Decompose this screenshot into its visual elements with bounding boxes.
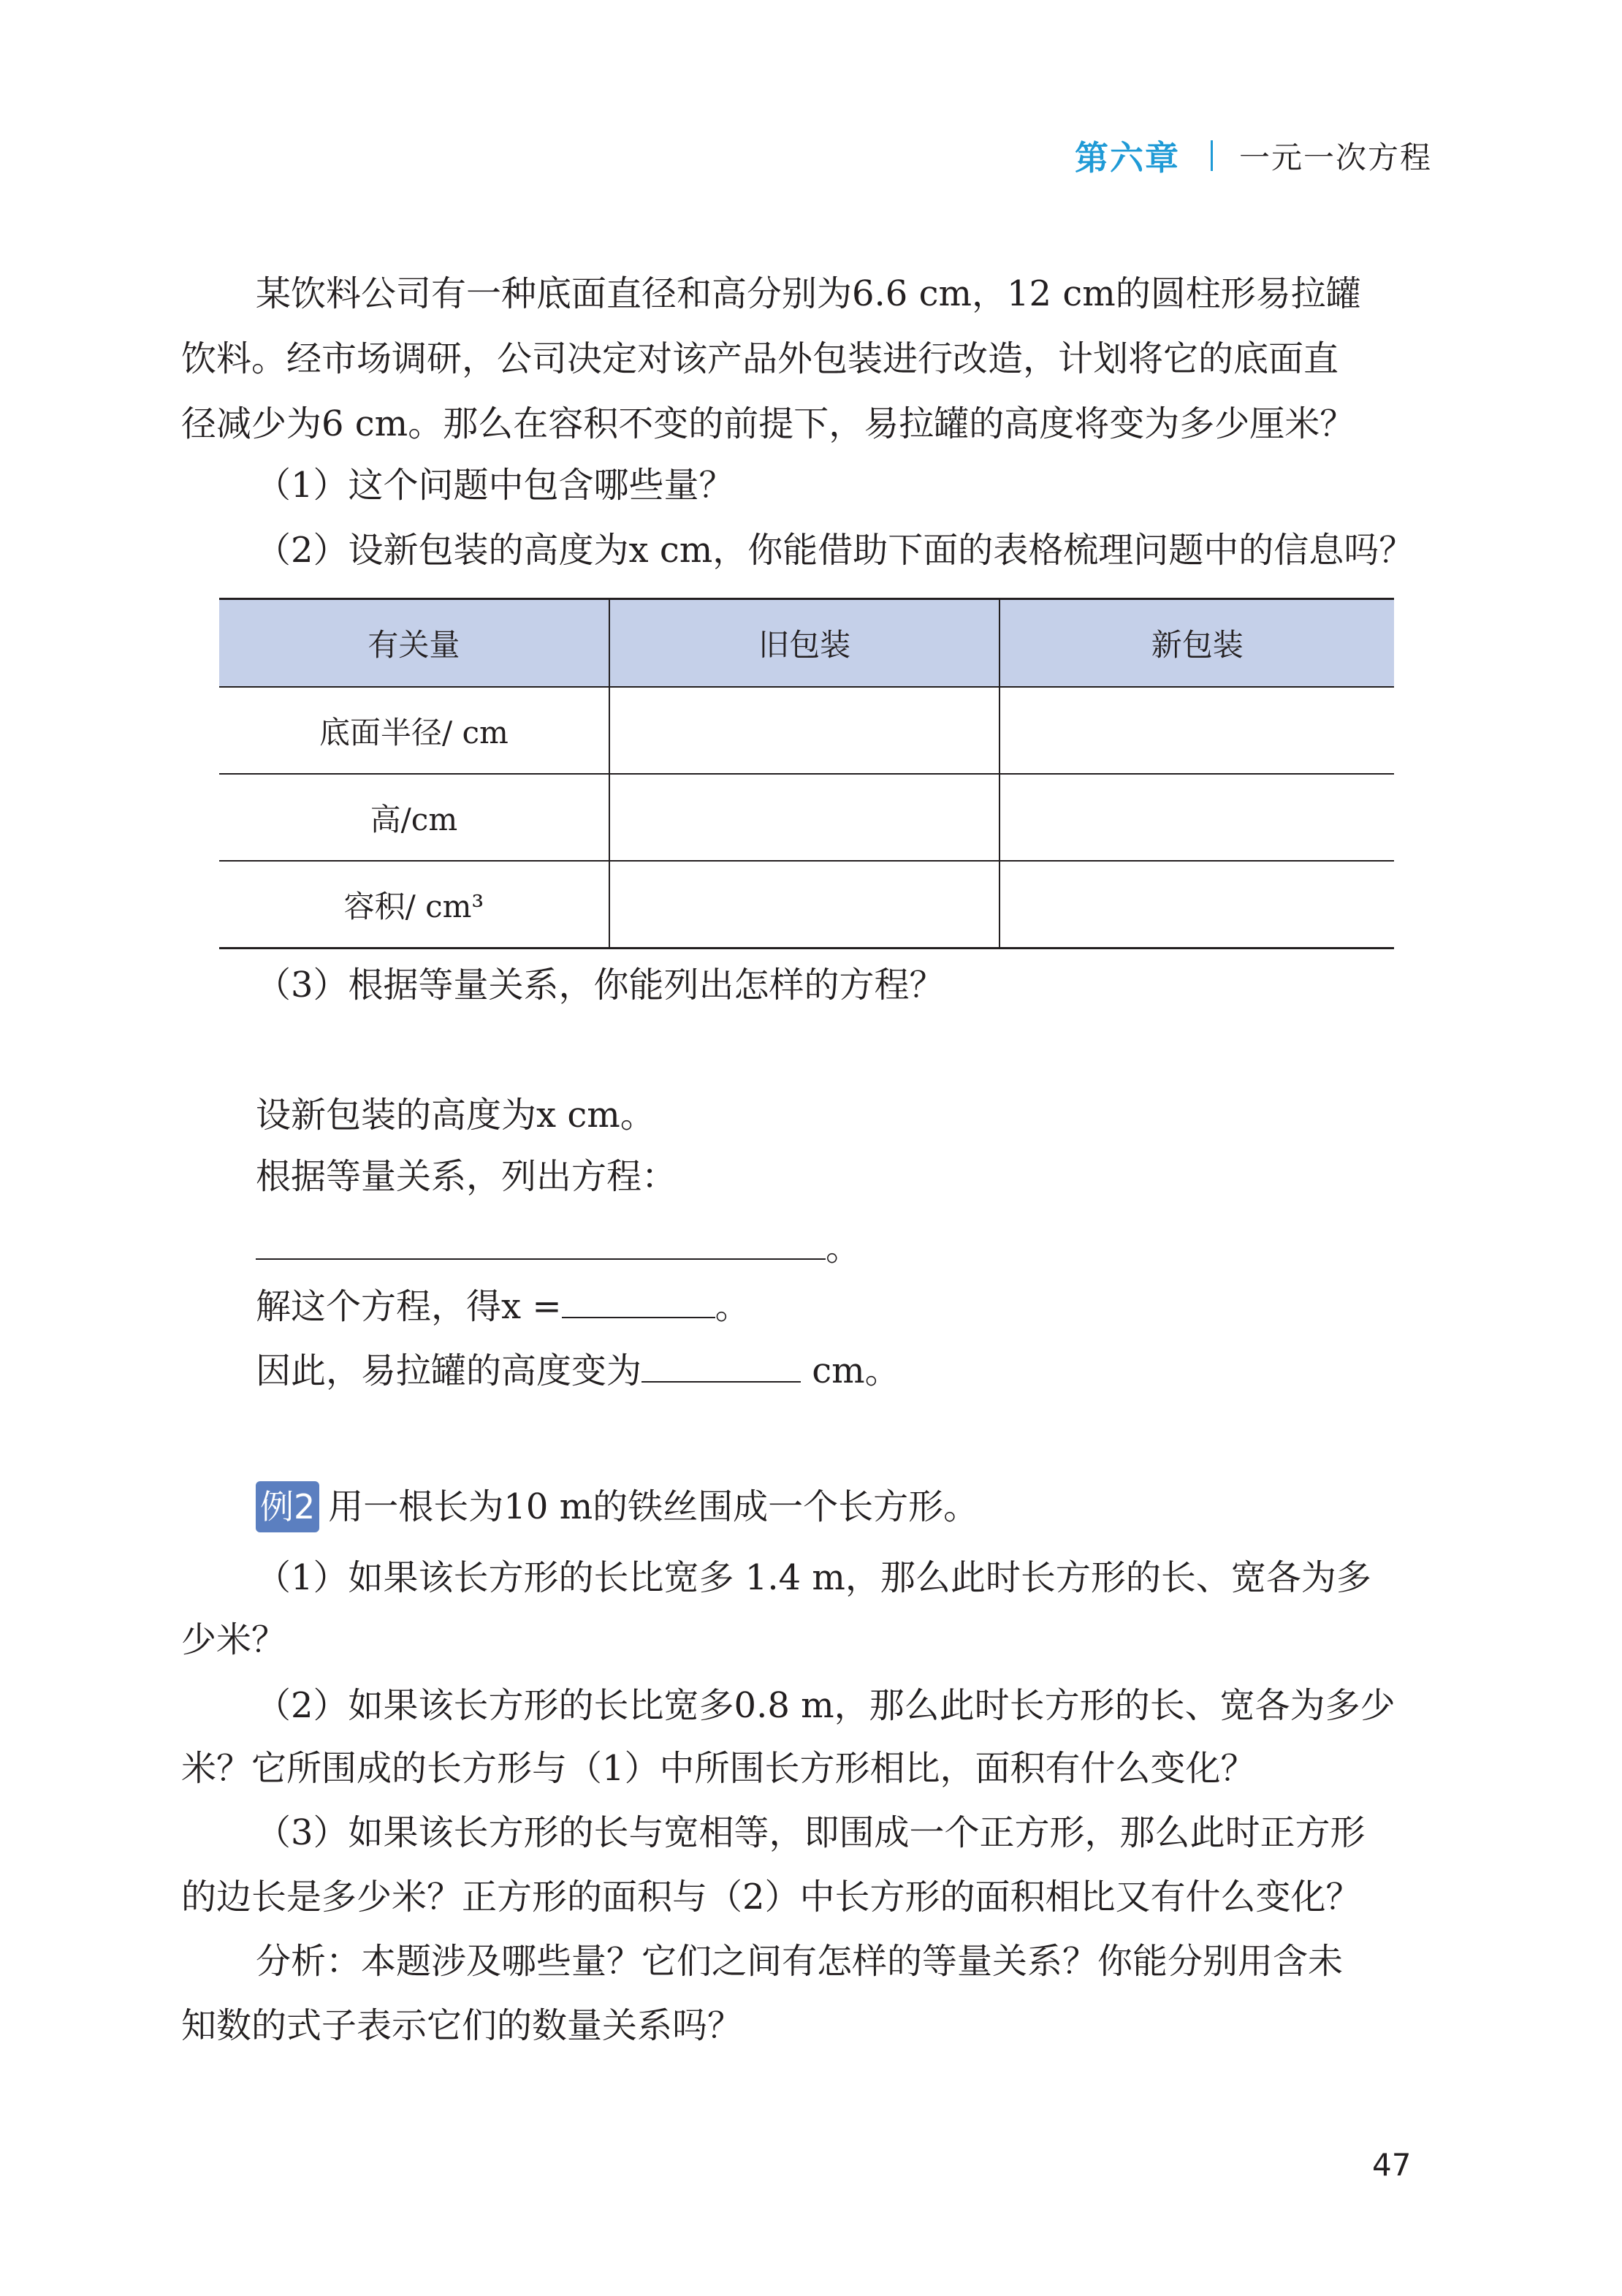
table-header-new: 新包装 bbox=[1000, 599, 1394, 688]
page-header bbox=[1075, 132, 1432, 180]
table-row bbox=[219, 861, 1394, 949]
example-2-part-1-line-2: 少米？ bbox=[181, 1619, 287, 1660]
question-2: （2）设新包装的高度为x cm，你能借助下面的表格梳理问题中的信息吗？ bbox=[256, 530, 1415, 571]
solve-end: 。 bbox=[715, 1286, 750, 1327]
example-tag: 例2 bbox=[256, 1481, 319, 1532]
page-number: 47 bbox=[1372, 2147, 1412, 2183]
question-1: （1）这个问题中包含哪些量？ bbox=[256, 465, 734, 506]
table-cell-old[interactable] bbox=[609, 687, 1000, 774]
table-cell-old[interactable] bbox=[609, 861, 1000, 949]
solution-line-5 bbox=[256, 1339, 1439, 1404]
intro-line-1: 某饮料公司有一种底面直径和高分别为6.6 cm，12 cm的圆柱形易拉罐 bbox=[256, 273, 1361, 314]
table-cell-new[interactable] bbox=[1000, 861, 1394, 949]
example-2-part-1-line-1: （1）如果该长方形的长比宽多 1.4 m，那么此时长方形的长、宽各为多 bbox=[256, 1557, 1371, 1598]
intro-line-2: 饮料。经市场调研，公司决定对该产品外包装进行改造，计划将它的底面直 bbox=[181, 338, 1339, 379]
height-prefix: 因此，易拉罐的高度变为 bbox=[256, 1350, 642, 1391]
chapter-title: 一元一次方程 bbox=[1238, 140, 1432, 175]
info-table bbox=[219, 598, 1394, 949]
table-row bbox=[219, 687, 1394, 774]
example-2-part-3-line-1: （3）如果该长方形的长与宽相等，即围成一个正方形，那么此时正方形 bbox=[256, 1812, 1366, 1853]
table-cell-new[interactable] bbox=[1000, 774, 1394, 861]
solution-line-3 bbox=[256, 1216, 1439, 1281]
solution-line-1: 设新包装的高度为x cm。 bbox=[256, 1095, 655, 1136]
example-2-part-2-line-2: 米？它所围成的长方形与（1）中所围长方形相比，面积有什么变化？ bbox=[181, 1748, 1256, 1789]
header-divider bbox=[1211, 140, 1213, 171]
x-value-blank[interactable] bbox=[562, 1280, 715, 1318]
table-row bbox=[219, 774, 1394, 861]
solve-prefix: 解这个方程，得x = bbox=[256, 1286, 562, 1327]
analysis-line-2: 知数的式子表示它们的数量关系吗？ bbox=[181, 2005, 743, 2046]
chapter-label: 第六章 bbox=[1074, 138, 1180, 178]
example-2-text: 用一根长为10 m的铁丝围成一个长方形。 bbox=[328, 1486, 979, 1527]
example-2-title bbox=[256, 1475, 1439, 1540]
table-cell-old[interactable] bbox=[609, 774, 1000, 861]
intro-line-3: 径减少为6 cm。那么在容积不变的前提下，易拉罐的高度将变为多少厘米？ bbox=[181, 403, 1355, 444]
table-header-quantity: 有关量 bbox=[219, 599, 609, 688]
table-header-old: 旧包装 bbox=[609, 599, 1000, 688]
example-2-part-3-line-2: 的边长是多少米？正方形的面积与（2）中长方形的面积相比又有什么变化？ bbox=[181, 1877, 1361, 1917]
solution-line-4 bbox=[256, 1274, 1439, 1339]
solution-line-2: 根据等量关系，列出方程： bbox=[256, 1156, 677, 1197]
height-end: cm。 bbox=[801, 1350, 900, 1391]
table-row-label: 底面半径/ cm bbox=[219, 687, 609, 774]
table-row-label: 高/cm bbox=[219, 774, 609, 861]
question-3: （3）根据等量关系，你能列出怎样的方程？ bbox=[256, 965, 945, 1006]
table-row-label: 容积/ cm³ bbox=[219, 861, 609, 949]
analysis-line-1: 分析：本题涉及哪些量？它们之间有怎样的等量关系？你能分别用含未 bbox=[256, 1941, 1344, 1982]
table-header-row bbox=[219, 599, 1394, 688]
equation-blank[interactable] bbox=[256, 1222, 826, 1260]
example-2-part-2-line-1: （2）如果该长方形的长比宽多0.8 m，那么此时长方形的长、宽各为多少 bbox=[256, 1685, 1396, 1726]
height-blank[interactable] bbox=[641, 1345, 801, 1383]
equation-end: 。 bbox=[826, 1228, 861, 1269]
table-cell-new[interactable] bbox=[1000, 687, 1394, 774]
